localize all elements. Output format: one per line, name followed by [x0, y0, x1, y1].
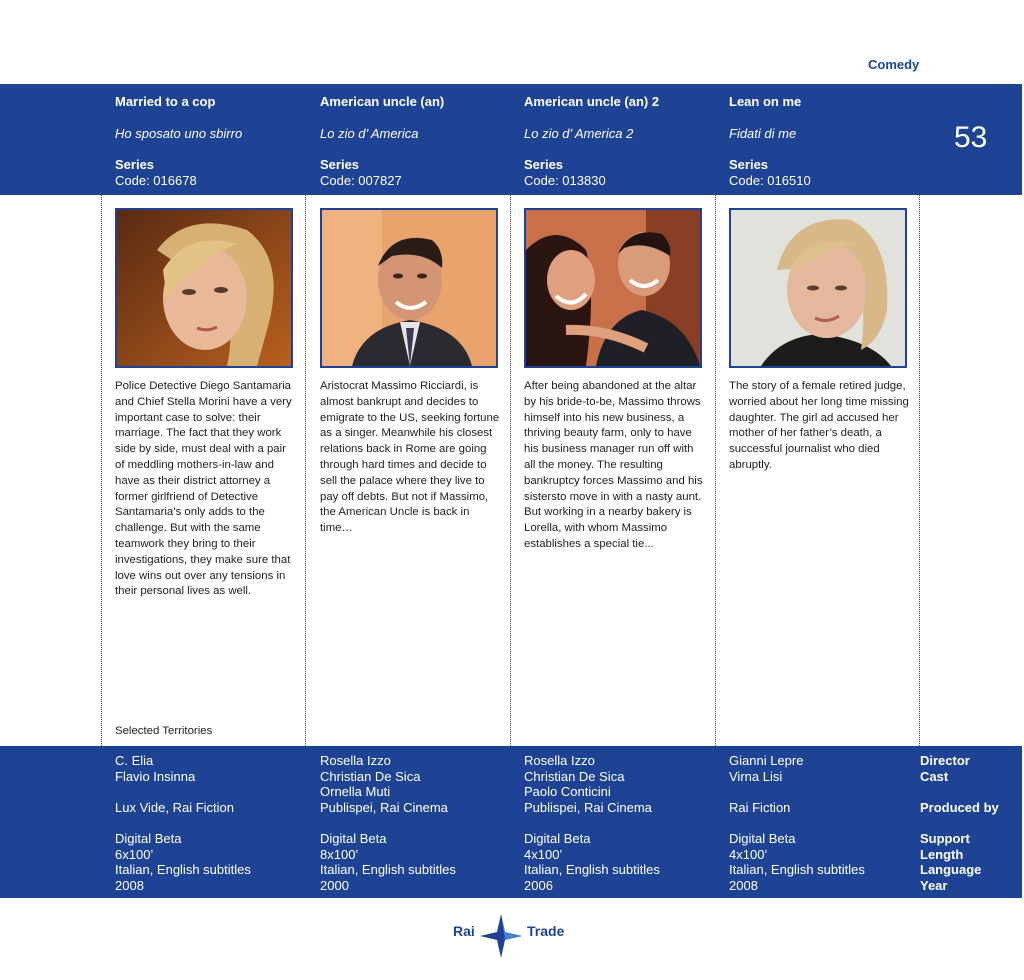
program-description: Aristocrat Massimo Ricciardi, is almost bankrupt and decides to emigrate to the US, seeking fortune as a singer. Meanwhile his closest relations back in Rome are going through hard times and decide to sell the palace where they live to pay off debts. But not if Massimo, the American Uncle is back in time…: [320, 380, 500, 535]
genre-label: Comedy: [868, 57, 920, 72]
rai-trade-logo[interactable]: [450, 912, 580, 960]
column-divider: [305, 195, 306, 746]
compass-star-icon: [478, 912, 524, 960]
producer-value: Lux Vide, Rai Fiction: [115, 799, 234, 815]
logo-text-rai: Rai: [453, 923, 475, 939]
producer-value: Publispei, Rai Cinema: [524, 799, 652, 815]
support-label: Support: [920, 830, 970, 846]
original-title: Lo zio d’ America: [320, 126, 419, 141]
program-info-1: [115, 753, 251, 893]
cast-value: Virna Lisi: [729, 768, 783, 784]
original-title: Ho sposato uno sbirro: [115, 126, 243, 141]
program-code: Code: 016510: [729, 173, 811, 188]
program-header-3: [524, 94, 714, 189]
language-value: Italian, English subtitles: [115, 862, 251, 878]
program-title[interactable]: American uncle (an): [320, 94, 445, 109]
director-label: Director: [920, 753, 970, 768]
year-label: Year: [920, 877, 948, 893]
program-header-4: [729, 94, 919, 189]
column-divider: [510, 195, 511, 746]
support-value: Digital Beta: [729, 830, 796, 846]
director-value: Rosella Izzo: [320, 753, 391, 768]
year-value: 2006: [524, 877, 553, 893]
program-description: The story of a female retired judge, worried about her long time missing daughter. The girl ad accused her mother of her father’s death, a successful journalist who died abruptly.: [729, 380, 909, 471]
program-photo-3[interactable]: [524, 208, 702, 368]
year-value: 2000: [320, 877, 349, 893]
support-value: Digital Beta: [524, 830, 591, 846]
program-code: Code: 013830: [524, 173, 606, 188]
program-description: Police Detective Diego Santamaria and Chief Stella Morini have a very important case to solve: their marriage. The fact that they work side by side, must deal with a pair of meddling mothers-in-law and have as their district attorney a former girlfriend of Detective Santamaria’s only adds to the challenge. But with the same teamwork they bring to their investigations, they make sure that love wins out over any tensions in their personal lives as well.: [115, 380, 292, 598]
director-value: C. Elia: [115, 753, 154, 768]
portrait-image: [731, 210, 905, 366]
program-type: Series: [524, 157, 564, 172]
length-value: 4x100’: [524, 846, 563, 862]
cast-value: Christian De Sica: [524, 768, 625, 784]
producer-value: Rai Fiction: [729, 799, 791, 815]
program-title[interactable]: Lean on me: [729, 94, 802, 109]
language-value: Italian, English subtitles: [320, 862, 456, 878]
program-header-2: [320, 94, 510, 189]
portrait-image: [117, 210, 291, 366]
produced-by-label: Produced by: [920, 799, 999, 815]
program-type: Series: [320, 157, 360, 172]
language-label: Language: [920, 862, 982, 878]
cast-label: Cast: [920, 768, 949, 784]
program-header-1: [115, 94, 305, 189]
selected-territories-label: Selected Territories: [115, 725, 213, 737]
program-info-4: [729, 753, 865, 893]
support-value: Digital Beta: [115, 830, 182, 846]
column-divider: [715, 195, 716, 746]
year-value: 2008: [115, 877, 144, 893]
program-info-3: [524, 753, 660, 893]
program-title[interactable]: Married to a cop: [115, 94, 216, 109]
portrait-image: [322, 210, 496, 366]
original-title: Fidati di me: [729, 126, 797, 141]
column-divider: [101, 195, 102, 746]
language-value: Italian, English subtitles: [524, 862, 660, 878]
length-value: 8x100’: [320, 846, 359, 862]
cast-value: Ornella Muti: [320, 784, 391, 800]
cast-value: Paolo Conticini: [524, 784, 611, 800]
program-info-2: [320, 753, 456, 893]
length-value: 4x100’: [729, 846, 768, 862]
logo-text-trade: Trade: [527, 923, 565, 939]
length-value: 6x100’: [115, 846, 154, 862]
support-value: Digital Beta: [320, 830, 387, 846]
program-code: Code: 007827: [320, 173, 402, 188]
page-number: 53: [954, 121, 988, 154]
program-type: Series: [115, 157, 155, 172]
director-value: Gianni Lepre: [729, 753, 804, 768]
length-label: Length: [920, 846, 964, 862]
director-value: Rosella Izzo: [524, 753, 595, 768]
program-type: Series: [729, 157, 769, 172]
cast-value: Christian De Sica: [320, 768, 421, 784]
year-value: 2008: [729, 877, 758, 893]
program-title[interactable]: American uncle (an) 2: [524, 94, 660, 109]
language-value: Italian, English subtitles: [729, 862, 865, 878]
program-photo-4[interactable]: [729, 208, 907, 368]
program-description: After being abandoned at the altar by his bride-to-be, Massimo throws himself into his new business, a thriving beauty farm, only to have his business manager run off with all the money. The resulting bankruptcy forces Massimo and his sistersto move in with a nasty aunt. But working in a nearby bakery is Lorella, with whom Massimo establishes a special tie...: [524, 380, 703, 550]
producer-value: Publispei, Rai Cinema: [320, 799, 448, 815]
cast-value: Flavio Insinna: [115, 768, 196, 784]
program-photo-1[interactable]: [115, 208, 293, 368]
program-photo-2[interactable]: [320, 208, 498, 368]
portrait-image: [526, 210, 700, 366]
original-title: Lo zio d’ America 2: [524, 126, 634, 141]
column-divider: [919, 195, 920, 746]
info-labels: [920, 753, 999, 893]
program-code: Code: 016678: [115, 173, 197, 188]
